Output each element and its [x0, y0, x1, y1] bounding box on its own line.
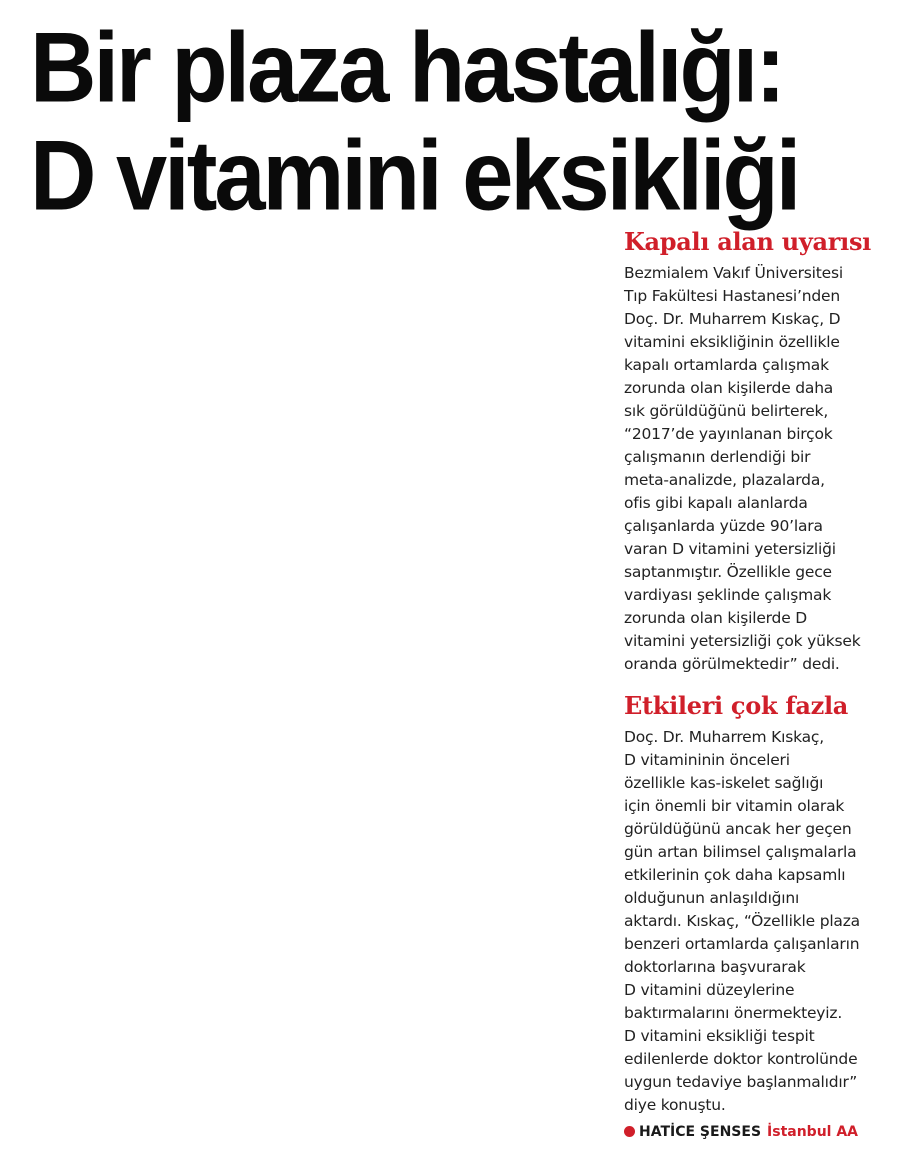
body-line: olduğunun anlaşıldığını: [624, 889, 800, 907]
body-line: sık görüldüğünü belirterek,: [624, 402, 829, 420]
body-line: çalışmanın derlendiği bir: [624, 448, 811, 466]
body-line: vitamini eksikliğinin özellikle: [624, 333, 840, 351]
body-line: saptanmıştır. Özellikle gece: [624, 563, 832, 581]
body-line: kapalı ortamlarda çalışmak: [624, 356, 829, 374]
section-heading-kapali-alan: Kapalı alan uyarısı: [624, 227, 871, 256]
body-line: baktırmalarını önermekteyiz.: [624, 1004, 843, 1022]
body-line: özellikle kas-iskelet sağlığı: [624, 774, 824, 792]
body-line: çalışanlarda yüzde 90’lara: [624, 517, 823, 535]
body-line: Tıp Fakültesi Hastanesi’nden: [624, 287, 840, 305]
body-line: aktardı. Kıskaç, “Özellikle plaza: [624, 912, 860, 930]
body-line: benzeri ortamlarda çalışanların: [624, 935, 860, 953]
body-line: meta-analizde, plazalarda,: [624, 471, 825, 489]
body-line: zorunda olan kişilerde daha: [624, 379, 834, 397]
byline: [624, 1121, 912, 1143]
headline-line-2: D vitamini eksikliği: [30, 120, 799, 232]
body-line: için önemli bir vitamin olarak: [624, 797, 845, 815]
body-line: Doç. Dr. Muharrem Kıskaç,: [624, 728, 824, 746]
article-column: [624, 226, 912, 1143]
body-line: edilenlerde doktor kontrolünde: [624, 1050, 858, 1068]
body-line: D vitamini düzeylerine: [624, 981, 795, 999]
body-line: doktorlarına başvurarak: [624, 958, 806, 976]
section-heading-etkileri: Etkileri çok fazla: [624, 691, 849, 720]
red-bullet-icon: [624, 1126, 635, 1137]
headline-line-1: Bir plaza hastalığı:: [30, 12, 783, 124]
body-line: uygun tedaviye başlanmalıdır”: [624, 1073, 858, 1091]
body-line: etkilerinin çok daha kapsamlı: [624, 866, 846, 884]
headline: [30, 14, 910, 230]
body-line: D vitamininin önceleri: [624, 751, 790, 769]
section-body-kapali-alan: [624, 262, 912, 676]
body-line: vardiyası şeklinde çalışmak: [624, 586, 832, 604]
body-line: oranda görülmektedir” dedi.: [624, 655, 840, 673]
body-line: vitamini yetersizliği çok yüksek: [624, 632, 861, 650]
body-line: ofis gibi kapalı alanlarda: [624, 494, 808, 512]
section-body-etkileri: [624, 726, 912, 1117]
byline-location: İstanbul AA: [767, 1124, 859, 1140]
body-line: görüldüğünü ancak her geçen: [624, 820, 852, 838]
body-line: Bezmialem Vakıf Üniversitesi: [624, 264, 843, 282]
byline-author: HATİCE ŞENSES: [639, 1124, 762, 1140]
body-line: diye konuştu.: [624, 1096, 726, 1114]
body-line: “2017’de yayınlanan birçok: [624, 425, 833, 443]
body-line: zorunda olan kişilerde D: [624, 609, 807, 627]
body-line: Doç. Dr. Muharrem Kıskaç, D: [624, 310, 841, 328]
body-line: varan D vitamini yetersizliği: [624, 540, 836, 558]
body-line: D vitamini eksikliği tespit: [624, 1027, 815, 1045]
body-line: gün artan bilimsel çalışmalarla: [624, 843, 857, 861]
